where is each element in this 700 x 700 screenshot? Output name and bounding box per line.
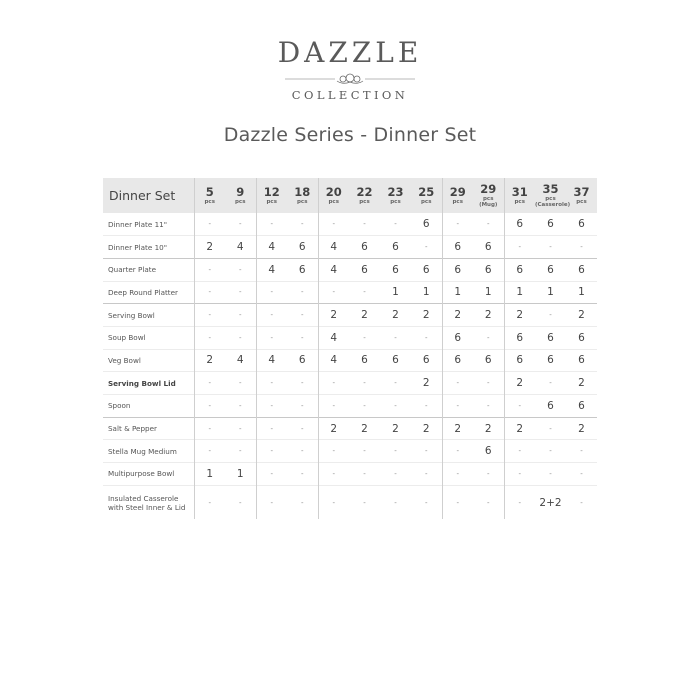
table-cell: 2 xyxy=(194,349,225,372)
table-cell: 6 xyxy=(504,258,535,281)
page-title: Dazzle Series - Dinner Set xyxy=(223,124,477,146)
table-cell: - xyxy=(442,485,473,519)
column-header-unit: pcs xyxy=(483,196,494,202)
table-cell: - xyxy=(287,372,318,395)
table-cell: 2 xyxy=(473,304,504,327)
table-cell: 6 xyxy=(411,258,442,281)
table-cell: - xyxy=(256,213,287,236)
table-cell: - xyxy=(380,326,411,349)
column-header-count: 35 xyxy=(542,182,559,196)
table-cell: 6 xyxy=(380,349,411,372)
table-cell: - xyxy=(238,220,242,229)
column-header-unit: pcs xyxy=(328,199,339,205)
brand-subtitle: COLLECTION xyxy=(291,88,409,102)
table-cell: 4 xyxy=(225,236,256,259)
column-header xyxy=(473,178,504,213)
table-cell: 6 xyxy=(566,326,597,349)
table-cell: - xyxy=(566,485,597,519)
table-cell: 6 xyxy=(442,326,473,349)
column-header-note: (Casserole) xyxy=(535,202,571,208)
table-row xyxy=(103,440,597,463)
table-cell: 6 xyxy=(287,236,318,259)
table-cell: 2 xyxy=(380,304,411,327)
column-header-unit: pcs xyxy=(266,199,277,205)
table-cell: - xyxy=(225,417,256,440)
column-header-count: 20 xyxy=(325,185,342,199)
table-cell: 6 xyxy=(422,218,430,231)
table-cell: - xyxy=(535,304,566,327)
table-cell: - xyxy=(318,463,349,486)
row-label: Quarter Plate xyxy=(103,258,194,281)
table-cell: 4 xyxy=(256,258,287,281)
table-cell: - xyxy=(486,220,490,229)
flourish-ornament-icon xyxy=(285,72,415,86)
column-header-note: (Mug) xyxy=(479,202,498,208)
table-cell: - xyxy=(363,220,366,229)
table-cell: - xyxy=(473,485,504,519)
table-cell: - xyxy=(535,236,566,259)
column-header-count: 29 xyxy=(480,182,497,196)
table-cell: - xyxy=(473,372,504,395)
table-cell: 6 xyxy=(566,258,597,281)
table-cell: - xyxy=(318,281,349,304)
table-cell: - xyxy=(349,281,380,304)
row-label: Stella Mug Medium xyxy=(103,440,194,463)
table-cell: - xyxy=(225,485,256,519)
column-header-unit: pcs xyxy=(204,199,215,205)
column-header-unit: pcs xyxy=(514,199,525,205)
table-cell: 6 xyxy=(411,349,442,372)
row-label: Serving Bowl xyxy=(103,304,194,327)
table-cell: - xyxy=(442,395,473,418)
table-cell: 6 xyxy=(547,218,554,231)
table-cell: - xyxy=(194,258,225,281)
table-cell: 2 xyxy=(411,417,442,440)
column-header-unit: pcs xyxy=(359,199,370,205)
column-header-count: 31 xyxy=(511,185,528,199)
table-cell: - xyxy=(504,463,535,486)
table-cell: - xyxy=(349,463,380,486)
table-cell: - xyxy=(194,372,225,395)
table-cell: - xyxy=(287,463,318,486)
row-label: Dinner Plate 10" xyxy=(103,236,194,259)
table-cell: - xyxy=(535,372,566,395)
table-cell: - xyxy=(225,258,256,281)
column-header-count: 37 xyxy=(573,185,590,199)
table-row xyxy=(103,372,597,395)
table-cell: - xyxy=(380,440,411,463)
table-cell: - xyxy=(535,417,566,440)
table-row xyxy=(103,485,597,519)
table-cell: 4 xyxy=(225,349,256,372)
table-cell: - xyxy=(256,395,287,418)
table-row xyxy=(103,463,597,486)
dinner-set-table xyxy=(103,178,597,519)
table-cell: - xyxy=(256,463,287,486)
table-cell: - xyxy=(566,463,597,486)
table-cell: 4 xyxy=(318,349,349,372)
table-cell: 6 xyxy=(535,395,566,418)
table-cell: - xyxy=(256,326,287,349)
table-cell: - xyxy=(349,395,380,418)
table-cell: - xyxy=(504,485,535,519)
table-cell: 6 xyxy=(535,258,566,281)
table-cell: - xyxy=(300,220,304,229)
table-cell: 1 xyxy=(225,463,256,486)
table-cell: 6 xyxy=(442,349,473,372)
table-cell: 2 xyxy=(318,304,349,327)
column-header-unit: pcs xyxy=(390,199,401,205)
table-cell: - xyxy=(380,372,411,395)
row-label: Dinner Plate 11" xyxy=(108,219,168,229)
table-cell: - xyxy=(442,440,473,463)
table-row xyxy=(103,236,597,259)
table-cell: - xyxy=(394,220,397,229)
table-cell: - xyxy=(535,463,566,486)
row-label: Spoon xyxy=(103,395,194,418)
table-cell: - xyxy=(256,417,287,440)
column-header xyxy=(411,178,442,213)
table-cell: - xyxy=(473,463,504,486)
table-cell: - xyxy=(194,485,225,519)
table-cell: - xyxy=(287,395,318,418)
table-cell: 6 xyxy=(442,236,473,259)
table-cell: 6 xyxy=(442,258,473,281)
table-cell: 1 xyxy=(566,281,597,304)
row-label: Veg Bowl xyxy=(103,349,194,372)
table-cell: 6 xyxy=(380,258,411,281)
table-cell: - xyxy=(287,281,318,304)
table-cell: - xyxy=(504,440,535,463)
table-cell: - xyxy=(349,372,380,395)
table-cell: 2 xyxy=(194,236,225,259)
table-cell: 2 xyxy=(566,372,597,395)
table-cell: 4 xyxy=(318,326,349,349)
column-header-count: 25 xyxy=(418,185,435,199)
column-header-count: 18 xyxy=(294,185,311,199)
table-cell: - xyxy=(225,281,256,304)
table-cell: - xyxy=(225,304,256,327)
table-cell: 2 xyxy=(349,417,380,440)
table-cell: 6 xyxy=(349,236,380,259)
table-cell: - xyxy=(535,440,566,463)
table-row xyxy=(103,258,597,281)
table-cell: 6 xyxy=(473,349,504,372)
row-label: Soup Bowl xyxy=(103,326,194,349)
table-cell: 2 xyxy=(442,304,473,327)
table-row xyxy=(103,326,597,349)
column-header-unit: pcs xyxy=(235,199,246,205)
column-header xyxy=(566,178,597,213)
row-label: Serving Bowl Lid xyxy=(103,372,194,395)
table-corner-label: Dinner Set xyxy=(109,188,176,203)
table-cell: 4 xyxy=(318,258,349,281)
column-header xyxy=(194,178,225,213)
table-cell: - xyxy=(442,213,473,236)
table-cell: 2 xyxy=(473,417,504,440)
table-cell: 4 xyxy=(256,349,287,372)
table-cell: - xyxy=(380,395,411,418)
table-cell: 2 xyxy=(411,304,442,327)
table-cell: - xyxy=(225,440,256,463)
table-row xyxy=(103,395,597,418)
table-cell: - xyxy=(411,463,442,486)
column-header xyxy=(256,178,287,213)
table-cell: 2+2 xyxy=(535,485,566,519)
table-cell: - xyxy=(194,304,225,327)
brand-logo xyxy=(0,36,700,102)
column-header xyxy=(225,178,256,213)
table-cell: - xyxy=(411,326,442,349)
column-header-count: 22 xyxy=(356,185,373,199)
table-cell: 4 xyxy=(318,236,349,259)
column-header xyxy=(535,178,571,213)
table-cell: - xyxy=(194,281,225,304)
table-cell: - xyxy=(256,304,287,327)
table-cell: - xyxy=(504,395,535,418)
brand-name: DAZZLE xyxy=(277,36,423,69)
table-cell: 6 xyxy=(566,349,597,372)
table-cell: 2 xyxy=(504,417,535,440)
table-cell: - xyxy=(225,326,256,349)
column-header-unit: pcs xyxy=(576,199,587,205)
column-header-count: 29 xyxy=(449,185,466,199)
table-cell: 1 xyxy=(442,281,473,304)
table-cell: 6 xyxy=(473,440,504,463)
table-cell: 6 xyxy=(473,258,504,281)
table-cell: 1 xyxy=(194,463,225,486)
column-header-unit: pcs xyxy=(421,199,432,205)
table-cell: - xyxy=(194,395,225,418)
table-cell: 2 xyxy=(504,304,535,327)
table-cell: - xyxy=(194,326,225,349)
table-cell: 6 xyxy=(535,326,566,349)
table-cell: 1 xyxy=(473,281,504,304)
table-cell: 6 xyxy=(349,258,380,281)
column-header xyxy=(504,178,535,213)
table-cell: 6 xyxy=(380,236,411,259)
table-cell: - xyxy=(287,417,318,440)
table-cell: - xyxy=(287,485,318,519)
table-cell: 1 xyxy=(380,281,411,304)
table-cell: - xyxy=(566,236,597,259)
table-cell: 6 xyxy=(535,349,566,372)
row-label xyxy=(103,485,194,519)
column-header-unit: pcs xyxy=(545,196,556,202)
table-cell: - xyxy=(473,326,504,349)
table-cell: 1 xyxy=(411,281,442,304)
table-cell: 6 xyxy=(566,395,597,418)
table-row xyxy=(103,213,597,236)
table-cell: - xyxy=(380,485,411,519)
table-header-row xyxy=(103,178,597,213)
column-header xyxy=(318,178,349,213)
row-label-line: Insulated Casserole xyxy=(108,493,179,503)
table-cell: - xyxy=(349,485,380,519)
table-cell: - xyxy=(380,463,411,486)
table-cell: 6 xyxy=(578,218,585,231)
column-header xyxy=(442,178,473,213)
table-cell: 6 xyxy=(504,349,535,372)
table-cell: 6 xyxy=(287,349,318,372)
column-header xyxy=(380,178,411,213)
table-cell: - xyxy=(256,440,287,463)
column-header-unit: pcs xyxy=(297,199,308,205)
table-cell: 2 xyxy=(442,417,473,440)
table-cell: - xyxy=(256,372,287,395)
table-cell: - xyxy=(194,213,225,236)
table-cell: - xyxy=(256,485,287,519)
table-cell: - xyxy=(411,485,442,519)
table-cell: - xyxy=(349,326,380,349)
table-cell: 6 xyxy=(504,326,535,349)
table-cell: - xyxy=(194,440,225,463)
table-cell: 2 xyxy=(349,304,380,327)
table-cell: - xyxy=(504,236,535,259)
table-cell: - xyxy=(349,440,380,463)
table-cell: - xyxy=(287,440,318,463)
table-cell: 6 xyxy=(504,213,535,236)
table-cell: - xyxy=(566,440,597,463)
table-cell: 2 xyxy=(380,417,411,440)
table-row xyxy=(103,349,597,372)
column-header-count: 12 xyxy=(263,185,280,199)
table-cell: - xyxy=(318,395,349,418)
table-cell: 1 xyxy=(535,281,566,304)
table-cell: - xyxy=(473,395,504,418)
row-label-line: with Steel Inner & Lid xyxy=(108,502,186,512)
table-row xyxy=(103,281,597,304)
table-cell: 6 xyxy=(349,349,380,372)
table-cell: - xyxy=(318,440,349,463)
table-cell: 4 xyxy=(256,236,287,259)
table-cell: - xyxy=(411,440,442,463)
column-header-count: 23 xyxy=(387,185,404,199)
table-cell: 6 xyxy=(473,236,504,259)
row-label: Salt & Pepper xyxy=(103,417,194,440)
column-header-count: 9 xyxy=(236,185,245,199)
row-label: Deep Round Platter xyxy=(103,281,194,304)
table-cell: - xyxy=(442,463,473,486)
column-header-unit: pcs xyxy=(452,199,463,205)
table-cell: - xyxy=(287,326,318,349)
table-cell: - xyxy=(318,485,349,519)
table-cell: - xyxy=(225,372,256,395)
table-cell: 2 xyxy=(411,372,442,395)
table-cell: - xyxy=(318,213,349,236)
table-cell: 1 xyxy=(504,281,535,304)
column-header xyxy=(287,178,318,213)
table-cell: 2 xyxy=(566,304,597,327)
table-cell: - xyxy=(318,372,349,395)
table-cell: 2 xyxy=(504,372,535,395)
table-cell: - xyxy=(411,236,442,259)
column-header xyxy=(349,178,380,213)
table-row xyxy=(103,417,597,440)
table-cell: - xyxy=(287,304,318,327)
table-cell: - xyxy=(225,395,256,418)
table-cell: 2 xyxy=(566,417,597,440)
row-label: Multipurpose Bowl xyxy=(103,463,194,486)
column-header-count: 5 xyxy=(205,185,214,199)
table-cell: - xyxy=(256,281,287,304)
table-cell: - xyxy=(194,417,225,440)
table-row xyxy=(103,304,597,327)
table-cell: 6 xyxy=(287,258,318,281)
table-cell: - xyxy=(442,372,473,395)
table-cell: - xyxy=(411,395,442,418)
table-cell: 2 xyxy=(318,417,349,440)
